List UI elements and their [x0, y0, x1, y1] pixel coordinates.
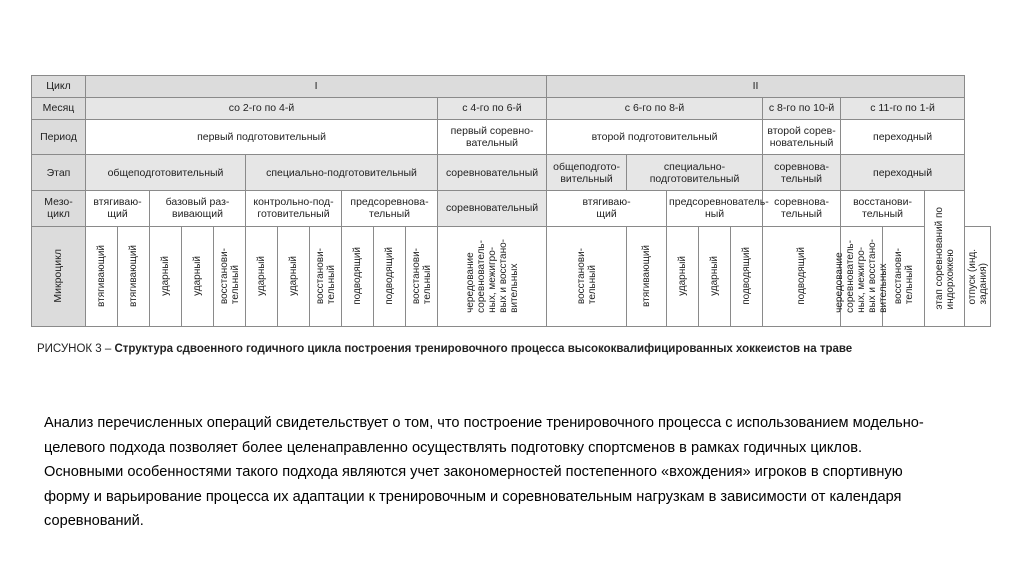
micro-cell: отпуск (инд. задания)	[965, 226, 991, 326]
stage-cell: общеподготовительный	[86, 155, 246, 191]
micro-cell: подводящий	[763, 226, 841, 326]
figure-caption-text: Структура сдвоенного годичного цикла построения тренировочного процесса высококвалифицированных хоккеистов на траве	[114, 343, 853, 355]
stage-cell: соревновательный	[438, 155, 547, 191]
month-cell: с 6-го по 8-й	[547, 97, 763, 119]
micro-cell: чередование соревнователь- ных, межигро- вых и восстано- вительных	[438, 226, 547, 326]
period-cell: второй подготовительный	[547, 119, 763, 155]
meso-cell: контрольно-под- готовительный	[246, 191, 342, 227]
period-cell: переходный	[841, 119, 965, 155]
period-cell: первый подготовительный	[86, 119, 438, 155]
month-cell: со 2-го по 4-й	[86, 97, 438, 119]
cycle-1: I	[86, 76, 547, 98]
meso-cell: предсоревнова- тельный	[342, 191, 438, 227]
micro-cell: подводящий	[342, 226, 374, 326]
micro-cell: втягивающий	[118, 226, 150, 326]
micro-cell: ударный	[699, 226, 731, 326]
micro-cell: восстанови- тельный	[310, 226, 342, 326]
meso-cell: соревновательный	[438, 191, 547, 227]
period-cell: второй сорев- новательный	[763, 119, 841, 155]
stage-cell: переходный	[841, 155, 965, 191]
micro-cell: ударный	[150, 226, 182, 326]
row-label-period: Период	[32, 119, 86, 155]
micro-cell: ударный	[667, 226, 699, 326]
stage-cell: соревнова- тельный	[763, 155, 841, 191]
row-label-meso: Мезо- цикл	[32, 191, 86, 227]
meso-cell: базовый раз- вивающий	[150, 191, 246, 227]
meso-cell: втягиваю- щий	[86, 191, 150, 227]
stage-cell: специально- подготовительный	[627, 155, 763, 191]
meso-cell: соревнова- тельный	[763, 191, 841, 227]
row-label-micro: Микроцикл	[32, 226, 86, 326]
month-cell: с 4-го по 6-й	[438, 97, 547, 119]
micro-cell: этап соревнований по индорхоккею	[925, 191, 965, 327]
micro-cell: подводящий	[731, 226, 763, 326]
month-cell: с 8-го по 10-й	[763, 97, 841, 119]
row-label-stage: Этап	[32, 155, 86, 191]
stage-cell: специально-подготовительный	[246, 155, 438, 191]
micro-cell: подводящий	[374, 226, 406, 326]
meso-cell: предсоревнователь- ный	[667, 191, 763, 227]
micro-cell: чередование соревнователь- ных, межигро- вых и восстано- вительных	[841, 226, 883, 326]
figure-caption-label: РИСУНОК 3 –	[37, 343, 115, 355]
meso-cell: восстанови- тельный	[841, 191, 925, 227]
micro-cell: восстанови- тельный	[406, 226, 438, 326]
micro-cell: ударный	[182, 226, 214, 326]
body-paragraph: Анализ перечисленных операций свидетельствует о том, что построение тренировочного процесса с использованием модельно-целевого подхода позволяет более целенаправленно осуществлять подготовку спортсменов в рамках годичных циклов. Основными особенностями такого подхода являются учет закономерностей постепенного «вхождения» игроков в спортивную форму и варьирование процесса их адаптации к тренировочным и соревновательным нагрузкам в зависимости от календаря соревнований.	[44, 415, 924, 529]
micro-cell: втягивающий	[86, 226, 118, 326]
row-label-cycle: Цикл	[32, 76, 86, 98]
micro-cell: втягивающий	[627, 226, 667, 326]
micro-cell: восстанови- тельный	[547, 226, 627, 326]
period-cell: первый соревно- вательный	[438, 119, 547, 155]
training-cycle-table	[31, 75, 991, 327]
row-label-month: Месяц	[32, 97, 86, 119]
month-cell: с 11-го по 1-й	[841, 97, 965, 119]
micro-cell: ударный	[246, 226, 278, 326]
micro-cell: восстанови- тельный	[214, 226, 246, 326]
figure-caption	[37, 343, 852, 355]
meso-cell: втягиваю- щий	[547, 191, 667, 227]
micro-cell: ударный	[278, 226, 310, 326]
micro-cell: восстанови- тельный	[883, 226, 925, 326]
stage-cell: общеподгото- вительный	[547, 155, 627, 191]
cycle-2: II	[547, 76, 965, 98]
